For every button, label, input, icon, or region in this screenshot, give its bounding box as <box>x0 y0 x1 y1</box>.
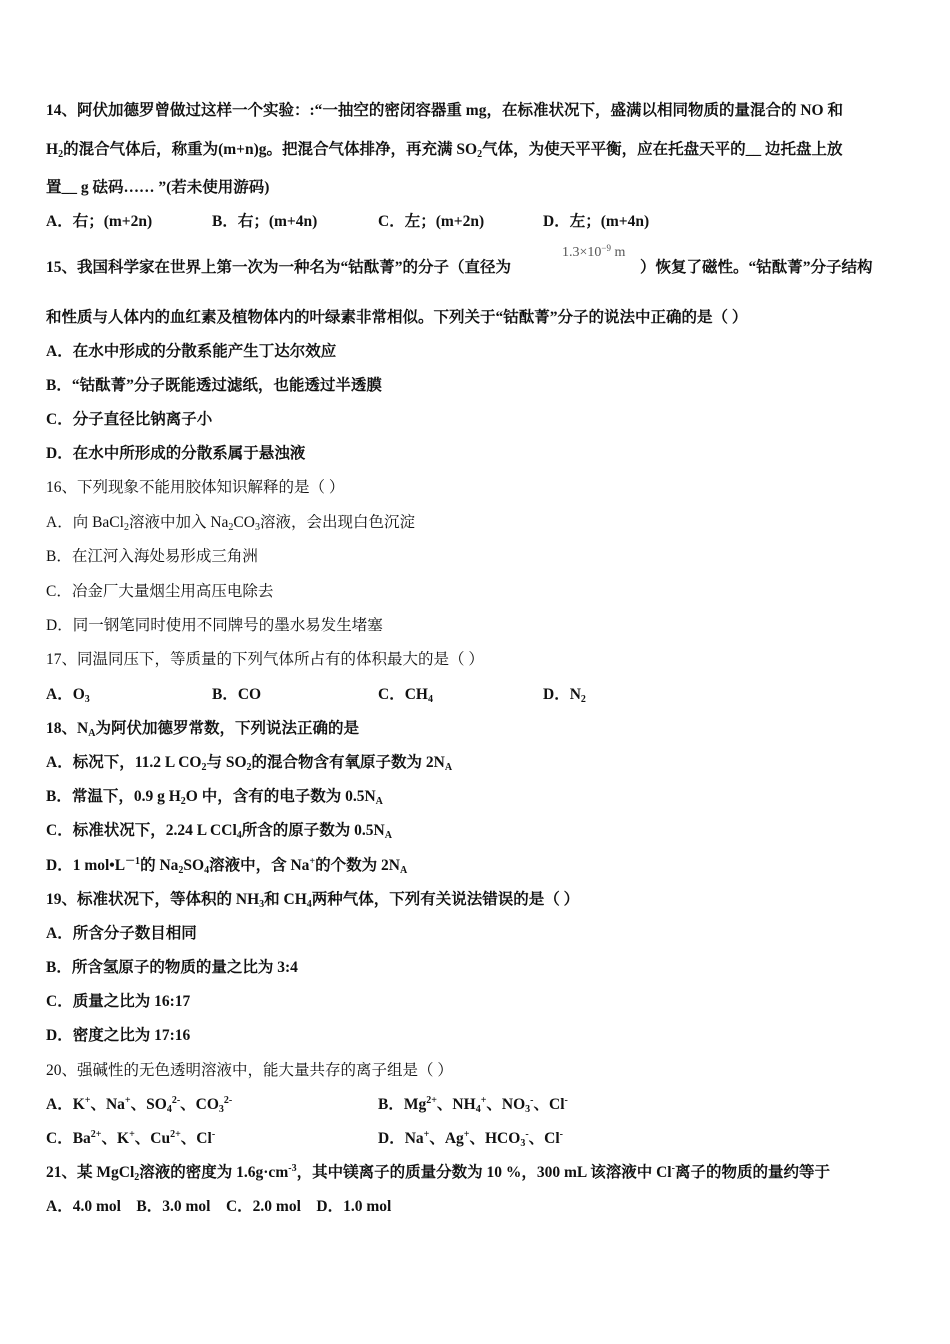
q14-option-c: C．左；(m+2n) <box>378 213 485 230</box>
q19-option-b: B．所含氢原子的物质的量之比为 3:4 <box>46 959 298 976</box>
q16-option-a: A．向 BaCl$_2$溶液中加入 $Na_2CO_3$溶液，会出现白色沉淀 <box>46 514 415 533</box>
q18-option-c: C．标准状况下，2.24 L CCl$_4$所含的原子数为 $0.5N_A$ <box>46 822 392 841</box>
q16-option-b: B．在江河入海处易形成三角洲 <box>46 548 258 565</box>
q21-stem: 21、某 MgCl$_2$溶液的密度为 $1.6g\cdot cm^{-3}$，其中镁离子的质量分数为 10 %，300 mL 该溶液中 Cl-离子的物质的量约等于 <box>46 1163 830 1183</box>
q18-stem: 18、$N_A$为阿伏加德罗常数，下列说法正确的是 <box>46 720 359 739</box>
q18-option-b: B．常温下，0.9 g $H_2O$ 中，含有的电子数为 $0.5N_A$ <box>46 788 383 807</box>
q14-line1: 14、阿伏加德罗曾做过这样一个实验：:“一抽空的密闭容器重 mg，在标准状况下，盛满以相同物质的量混合的 NO 和 <box>46 102 843 119</box>
q19-option-a: A．所含分子数目相同 <box>46 925 197 942</box>
q20-option-a: A．K+、Na+、$SO_4^{2-}$、$CO_3^{2-}$ <box>46 1095 233 1115</box>
q21-options: A．4.0 mol B．3.0 mol C．2.0 mol D．1.0 mol <box>46 1198 392 1215</box>
q15-option-a: A．在水中形成的分散系能产生丁达尔效应 <box>46 343 337 360</box>
q15-option-b: B．“钴酞菁”分子既能透过滤纸，也能透过半透膜 <box>46 377 382 394</box>
q15-diameter-value: $1.3\times 10^{-9}$ m <box>562 243 626 260</box>
q16-option-d: D．同一钢笔同时使用不同牌号的墨水易发生堵塞 <box>46 617 383 634</box>
q17-option-b: B．CO <box>212 686 262 703</box>
q14-option-a: A．右；(m+2n) <box>46 213 153 230</box>
q15-line1-tail: ）恢复了磁性。“钴酞菁”分子结构 <box>640 259 873 276</box>
q15-line2: 和性质与人体内的血红素及植物体内的叶绿素非常相似。下列关于“钴酞菁”分子的说法中正确的是（ ） <box>46 309 748 326</box>
q16-stem: 16、下列现象不能用胶体知识解释的是（ ） <box>46 479 345 496</box>
q16-option-c: C．冶金厂大量烟尘用高压电除去 <box>46 583 274 600</box>
q20-option-c: C．$Ba^{2+}$、K+、$Cu^{2+}$、Cl- <box>46 1129 216 1147</box>
q20-option-d: D．Na+、Ag+、$HCO_3^-$、Cl- <box>378 1129 564 1149</box>
q20-option-b: B．$Mg^{2+}$、$NH_4^+$、$NO_3^-$、Cl- <box>378 1095 568 1115</box>
q19-stem: 19、标准状况下，等体积的 $NH_3$和 $CH_4$两种气体，下列有关说法错误的是（ ） <box>46 891 580 910</box>
q14-line2: $H_2$的混合气体后，称重为(m+n)g。把混合气体排净，再充满 $SO_2$气体，为使天平平衡，应在托盘天平的__ 边托盘上放 <box>46 141 843 160</box>
q15-option-c: C．分子直径比钠离子小 <box>46 411 213 428</box>
q14-line3: 置__ g 砝码…… ”(若未使用游码) <box>46 179 270 196</box>
q17-option-a: A．$O_3$ <box>46 686 90 705</box>
q18-option-a: A．标况下，11.2 L $CO_2$与 $SO_2$的混合物含有氧原子数为 $2N_A$ <box>46 754 453 773</box>
q14-option-b: B．右；(m+4n) <box>212 213 318 230</box>
q14-option-d: D．左；(m+4n) <box>543 213 650 230</box>
q17-option-d: D．$N_2$ <box>543 686 586 705</box>
q17-stem: 17、同温同压下，等质量的下列气体所占有的体积最大的是（ ） <box>46 651 484 668</box>
q19-option-c: C．质量之比为 16:17 <box>46 993 191 1010</box>
q15-option-d: D．在水中所形成的分散系属于悬浊液 <box>46 445 306 462</box>
q20-stem: 20、强碱性的无色透明溶液中，能大量共存的离子组是（ ） <box>46 1062 453 1079</box>
q15-line1: 15、我国科学家在世界上第一次为一种名为“钴酞菁”的分子（直径为 <box>46 259 512 276</box>
q17-option-c: C．$CH_4$ <box>378 686 433 705</box>
q19-option-d: D．密度之比为 17:16 <box>46 1027 191 1044</box>
q18-option-d: D．1 $mol•L^{-1}$的 $Na_2SO_4$溶液中，含 Na+的个数为 $2N_A$ <box>46 856 408 876</box>
